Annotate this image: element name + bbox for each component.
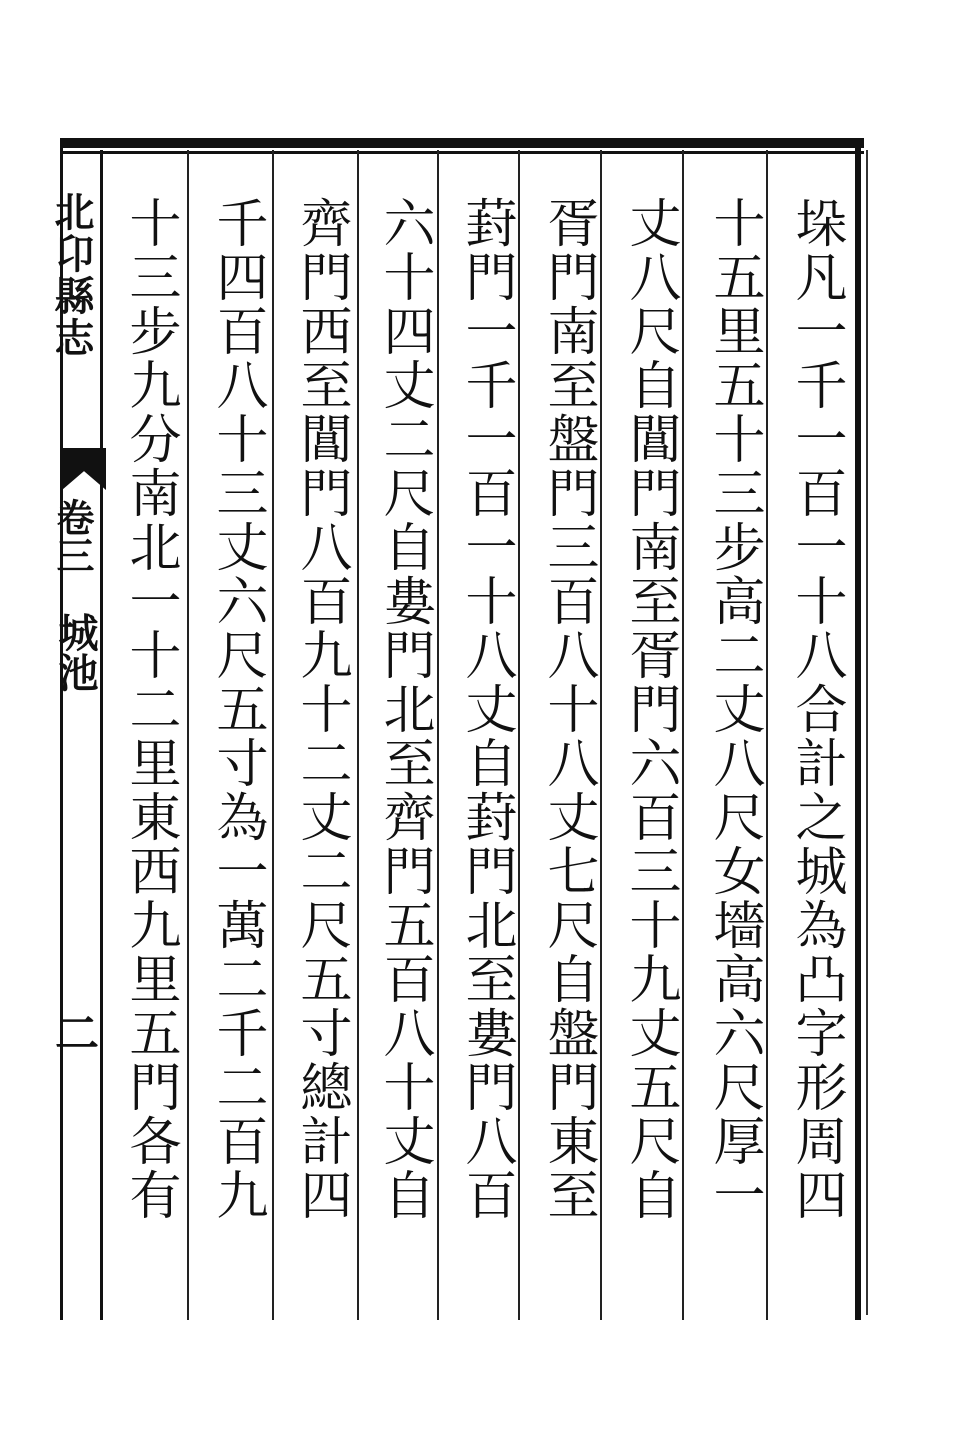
banxin-section-title: 城池 [52, 612, 99, 692]
banxin-title: 北卬縣志 [48, 191, 95, 359]
text-column-8: 千四百八十三丈六尺五寸為一萬二千二百九 [207, 196, 267, 1222]
banxin-page-number: 二 [47, 1010, 98, 1054]
text-column-9: 十三步九分南北一十二里東西九里五門各有 [120, 196, 180, 1222]
text-column-3: 丈八尺自閶門南至胥門六百三十九丈五尺自 [620, 196, 680, 1222]
text-column-5: 葑門一千一百一十八丈自葑門北至婁門八百 [456, 196, 516, 1222]
frame-right-inner-border [866, 150, 868, 1315]
banxin-divider [100, 150, 103, 1320]
text-column-2: 十五里五十三步高二丈八尺女墻高六尺厚一 [704, 196, 764, 1222]
frame-top-border [60, 138, 864, 148]
text-column-1: 垛凡一千一百一十八合計之城為凸字形周四 [786, 196, 846, 1222]
banxin-juan: 卷三 [50, 498, 95, 574]
text-column-6: 六十四丈二尺自婁門北至齊門五百八十丈自 [374, 196, 434, 1222]
text-column-4: 胥門南至盤門三百八十八丈七尺自盤門東至 [538, 196, 598, 1222]
frame-top-inner-border [60, 151, 864, 154]
text-column-7: 齊門西至閶門八百九十二丈二尺五寸總計四 [291, 196, 351, 1222]
